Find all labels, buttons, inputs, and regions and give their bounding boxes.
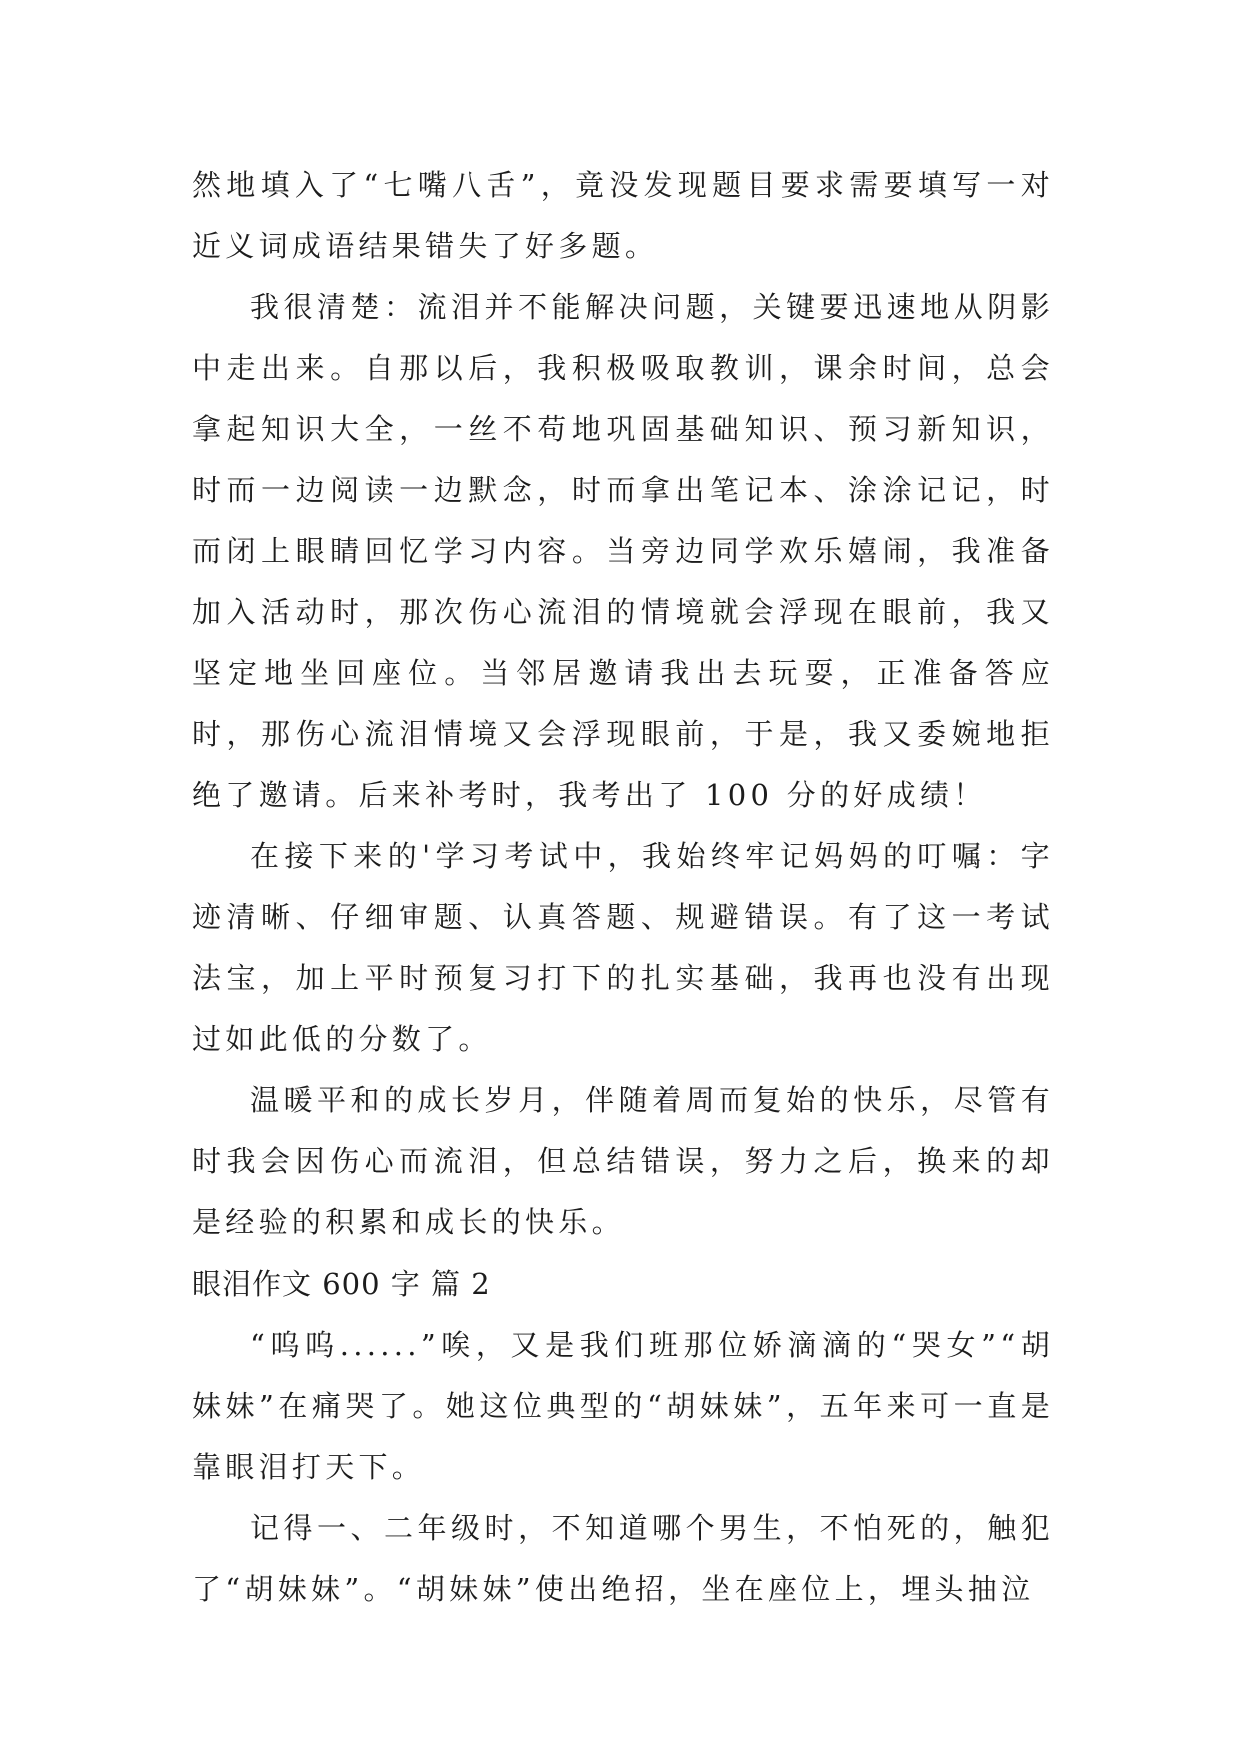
paragraph-6: 记得一、二年级时，不知道哪个男生，不怕死的，触犯了“胡妹妹”。“胡妹妹”使出绝招，坐在座位上，埋头抽泣 bbox=[192, 1511, 1054, 1606]
paragraph-5: “呜呜......”唉，又是我们班那位娇滴滴的“哭女”“胡妹妹”在痛哭了。她这位典型的“胡妹妹”，五年来可一直是靠眼泪打天下。 bbox=[192, 1328, 1054, 1484]
document-body bbox=[192, 155, 1054, 1620]
section-heading: 眼泪作文 600 字 篇 2 bbox=[192, 1267, 491, 1301]
paragraph-2: 我很清楚：流泪并不能解决问题，关键要迅速地从阴影中走出来。自那以后，我积极吸取教训，课余时间，总会拿起知识大全，一丝不苟地巩固基础知识、预习新知识，时而一边阅读一边默念，时而拿出笔记本、涂涂记记，时而闭上眼睛回忆学习内容。当旁边同学欢乐嬉闹，我准备加入活动时，那次伤心流泪的情境就会浮现在眼前，我又坚定地坐回座位。当邻居邀请我出去玩耍，正准备答应时，那伤心流泪情境又会浮现眼前，于是，我又委婉地拒绝了邀请。后来补考时，我考出了 100 分的好成绩！ bbox=[192, 290, 1054, 812]
paragraph-4: 温暖平和的成长岁月，伴随着周而复始的快乐，尽管有时我会因伤心而流泪，但总结错误，努力之后，换来的却是经验的积累和成长的快乐。 bbox=[192, 1083, 1054, 1239]
paragraph-1: 然地填入了“七嘴八舌”，竟没发现题目要求需要填写一对近义词成语结果错失了好多题。 bbox=[192, 168, 1054, 263]
paragraph-3: 在接下来的'学习考试中，我始终牢记妈妈的叮嘱：字迹清晰、仔细审题、认真答题、规避错误。有了这一考试法宝，加上平时预复习打下的扎实基础，我再也没有出现过如此低的分数了。 bbox=[192, 839, 1054, 1056]
